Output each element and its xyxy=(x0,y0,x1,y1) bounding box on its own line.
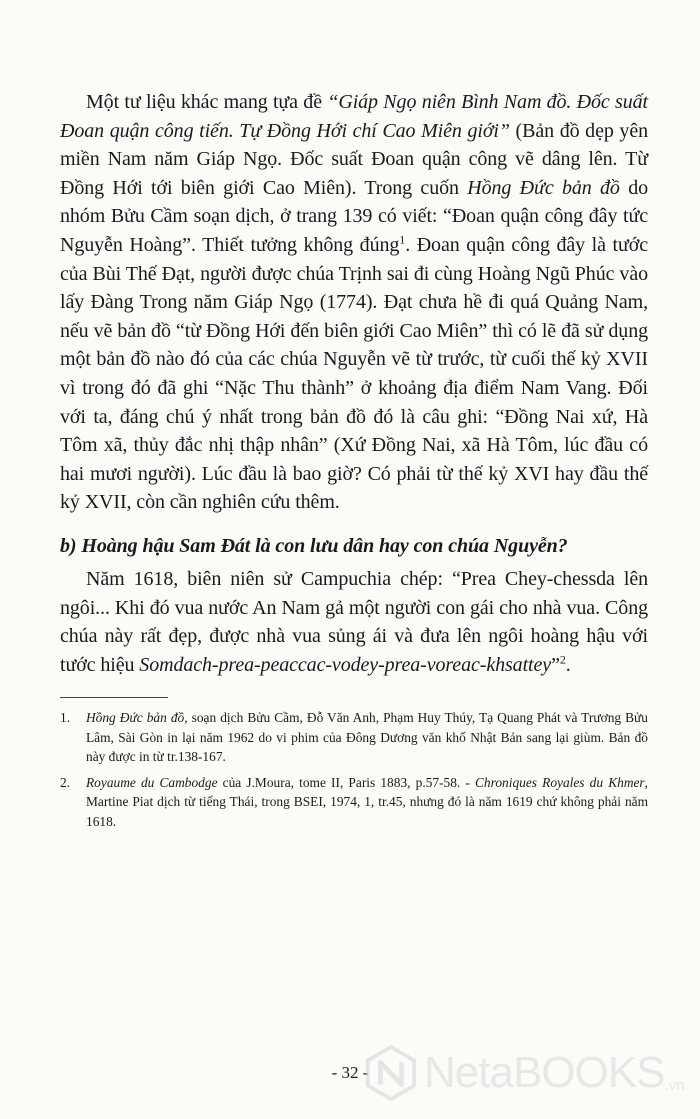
footnote-ref-1[interactable]: 1 xyxy=(399,232,406,247)
book-title: Hồng Đức bản đồ xyxy=(467,176,620,199)
footnote-divider xyxy=(60,697,168,698)
footnote-ref-2[interactable]: 2 xyxy=(559,652,566,667)
footnote-text: Hồng Đức bản đồ, soạn dịch Bửu Cầm, Đỗ Văn Anh, Phạm Huy Thúy, Tạ Quang Phát và Trương Bửu Lâm, Sài Gòn in lại năm 1962 do vi phim của Đông Dương văn khố Nhật Bản sang lại giùm. Bản đồ này được in từ tr.138-167. xyxy=(86,710,649,765)
paragraph-1: Một tư liệu khác mang tựa đề “Giáp Ngọ niên Bình Nam đồ. Đốc suất Đoan quận công tiến. Tự Đồng Hới chí Cao Miên giới” (Bản đồ dẹp yên miền Nam năm Giáp Ngọ. Đốc suất Đoan quận công vẽ dâng lên. Từ Đồng Hới tới biên giới Cao Miên). Trong cuốn Hồng Đức bản đồ do nhóm Bửu Cầm soạn dịch, ở trang 139 có viết: “Đoan quận công đây tức Nguyễn Hoàng”. Thiết tưởng không đúng$^1$. Đoan quận công đây là tước của Bùi Thế Đạt, người được chúa Trịnh sai đi cùng Hoàng Ngũ Phúc vào lấy Đàng Trong năm Giáp Ngọ (1774). Đạt chưa hề đi quá Quảng Nam, nếu vẽ bản đồ “từ Đồng Hới đến biên giới Cao Miên” thì có lẽ đã sử dụng một bản đồ nào đó của các chúa Nguyễn vẽ từ trước, từ cuối thế kỷ XVII vì trong đó đã ghi “Nặc Thu thành” ở khoảng địa điểm Nam Vang. Đối với ta, đáng chú ý nhất trong bản đồ đó là câu ghi: “Đồng Nai xứ, Hà Tôm xã, thủy đắc nhị thập nhân” (Xứ Đồng Nai, xã Hà Tôm, lúc đầu có hai mươi người). Lúc đầu là bao giờ? Có phải từ thế kỷ XVI hay đầu thế kỷ XVII, còn cần nghiên cứu thêm. xyxy=(60,91,648,514)
page-content xyxy=(60,88,648,837)
page-number: - 32 - xyxy=(331,1063,369,1082)
body-text xyxy=(60,88,648,679)
section-heading: b) Hoàng hậu Sam Đát là con lưu dân hay con chúa Nguyễn? xyxy=(60,534,568,557)
footnote-number: 2. xyxy=(60,774,71,790)
paragraph-2: Năm 1618, biên niên sử Campuchia chép: “Prea Chey-chessda lên ngôi... Khi đó vua nước An Nam gả một người con gái cho nhà vua. Công chúa này rất đẹp, được nhà vua sủng ái và đưa lên ngôi hoàng hậu với tước hiệu Somdach-prea-peaccac-vodey-prea-voreac-khsattey”$^2$. xyxy=(60,567,648,676)
watermark-text: NetaBOOKS xyxy=(424,1048,665,1097)
watermark xyxy=(362,1038,692,1108)
footnote-1 xyxy=(60,708,648,767)
footnotes xyxy=(60,708,648,831)
royal-title: Somdach-prea-peaccac-vodey-prea-voreac-khsattey xyxy=(139,653,552,676)
watermark-suffix: .vn xyxy=(664,1077,685,1094)
footnote-number: 1. xyxy=(60,710,71,726)
footnote-text: Royaume du Cambodge của J.Moura, tome II, Paris 1883, p.57-58. - Chroniques Royales du Khmer, Martine Piat dịch từ tiếng Thái, trong BSEI, 1974, 1, tr.45, nhưng đó là năm 1619 chứ không phải năm 1618. xyxy=(86,774,649,829)
footnote-2 xyxy=(60,773,648,832)
netabooks-logo-icon xyxy=(362,1044,420,1102)
map-title: “Giáp Ngọ niên Bình Nam đồ. Đốc suất Đoan quận công tiến. Tự Đồng Hới chí Cao Miên giới” xyxy=(60,91,648,142)
